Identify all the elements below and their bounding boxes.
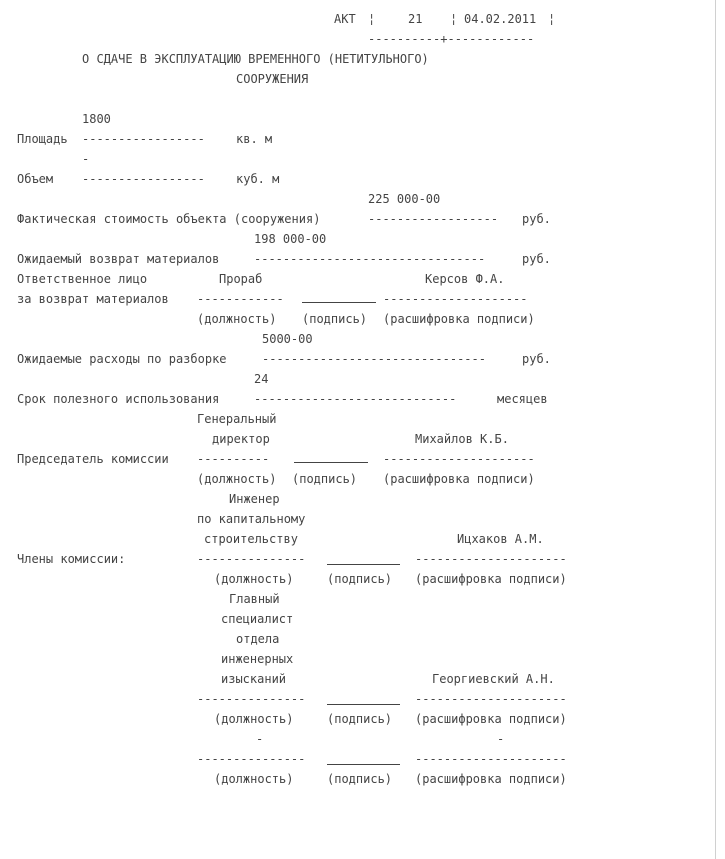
document-title-line2: СООРУЖЕНИЯ — [236, 72, 309, 86]
member-signature-caption: (подпись) — [327, 772, 393, 786]
volume-label: Объем — [17, 172, 54, 186]
responsible-signature-line — [302, 302, 376, 303]
responsible-name-caption: (расшифровка подписи) — [383, 312, 535, 326]
dismantling-unit: руб. — [522, 352, 551, 366]
chairman-position-line2: директор — [212, 432, 270, 446]
member-name: Ицхаков А.М. — [457, 532, 544, 546]
volume-dashes: ----------------- — [82, 172, 205, 186]
chairman-signature-caption: (подпись) — [292, 472, 358, 486]
member-position-dashes: --------------- — [197, 692, 306, 706]
member-position: Инженер — [229, 492, 280, 506]
cost-unit: руб. — [522, 212, 551, 226]
member-signature-line — [327, 564, 400, 565]
responsible-signature-caption: (подпись) — [302, 312, 368, 326]
act-date: 04.02.2011 — [464, 12, 537, 26]
responsible-position: Прораб — [219, 272, 263, 286]
header-separator: ¦ — [368, 12, 376, 26]
member-name: Георгиевский А.Н. — [432, 672, 555, 686]
member-signature-line — [327, 704, 400, 705]
chairman-position: Генеральный — [197, 412, 277, 426]
responsible-position-dashes: ------------ — [197, 292, 284, 306]
member-position: специалист — [221, 612, 294, 626]
member-name-dashes: --------------------- — [415, 752, 567, 766]
member-position: изысканий — [221, 672, 287, 686]
responsible-label: Ответственное лицо — [17, 272, 148, 286]
responsible-name: Керсов Ф.А. — [425, 272, 505, 286]
useful-life-dashes: ---------------------------- — [254, 392, 457, 406]
returns-dashes: -------------------------------- — [254, 252, 486, 266]
member-name-dashes: --------------------- — [415, 552, 567, 566]
member-position: Главный — [229, 592, 280, 606]
chairman-position-caption: (должность) — [197, 472, 277, 486]
member-name-caption: (расшифровка подписи) — [415, 712, 567, 726]
member-name: - — [497, 732, 505, 746]
responsible-position-caption: (должность) — [197, 312, 277, 326]
member-position: по капитальному — [197, 512, 306, 526]
member-position: - — [256, 732, 264, 746]
useful-life-label: Срок полезного использования — [17, 392, 220, 406]
area-value: 1800 — [82, 112, 111, 126]
act-label: АКТ — [334, 12, 356, 26]
dismantling-dashes: ------------------------------- — [262, 352, 486, 366]
member-signature-caption: (подпись) — [327, 712, 393, 726]
cost-value: 225 000-00 — [368, 192, 441, 206]
area-label: Площадь — [17, 132, 68, 146]
volume-value: - — [82, 152, 90, 166]
responsible-name-dashes: -------------------- — [383, 292, 528, 306]
chairman-name-caption: (расшифровка подписи) — [383, 472, 535, 486]
document-title: О СДАЧЕ В ЭКСПЛУАТАЦИЮ ВРЕМЕННОГО (НЕТИТУЛЬНОГО) — [82, 52, 429, 66]
dismantling-label: Ожидаемые расходы по разборке — [17, 352, 227, 366]
member-signature-line — [327, 764, 400, 765]
header-separator: ¦ — [450, 12, 458, 26]
area-unit: кв. м — [236, 132, 273, 146]
member-name-caption: (расшифровка подписи) — [415, 772, 567, 786]
useful-life-unit: месяцев — [497, 392, 548, 406]
act-number: 21 — [408, 12, 423, 26]
responsible-label-line2: за возврат материалов — [17, 292, 169, 306]
chairman-position-dashes: ---------- — [197, 452, 270, 466]
members-label: Члены комиссии: — [17, 552, 126, 566]
cost-dashes: ------------------ — [368, 212, 499, 226]
member-name-caption: (расшифровка подписи) — [415, 572, 567, 586]
header-underline: ----------+------------ — [368, 32, 535, 46]
volume-unit: куб. м — [236, 172, 280, 186]
member-position-dashes: --------------- — [197, 752, 306, 766]
member-position-caption: (должность) — [214, 712, 294, 726]
member-signature-caption: (подпись) — [327, 572, 393, 586]
member-position-caption: (должность) — [214, 772, 294, 786]
chairman-name-dashes: --------------------- — [383, 452, 535, 466]
returns-label: Ожидаемый возврат материалов — [17, 252, 220, 266]
area-dashes: ----------------- — [82, 132, 205, 146]
returns-unit: руб. — [522, 252, 551, 266]
chairman-signature-line — [294, 462, 368, 463]
useful-life-value: 24 — [254, 372, 269, 386]
member-position-dashes: --------------- — [197, 552, 306, 566]
member-position-caption: (должность) — [214, 572, 294, 586]
chairman-name: Михайлов К.Б. — [415, 432, 509, 446]
member-position: строительству — [204, 532, 298, 546]
member-position: инженерных — [221, 652, 294, 666]
cost-label: Фактическая стоимость объекта (сооружения) — [17, 212, 321, 226]
dismantling-value: 5000-00 — [262, 332, 313, 346]
member-name-dashes: --------------------- — [415, 692, 567, 706]
member-position: отдела — [236, 632, 280, 646]
returns-value: 198 000-00 — [254, 232, 327, 246]
chairman-label: Председатель комиссии — [17, 452, 169, 466]
page-border — [715, 0, 716, 859]
header-separator: ¦ — [548, 12, 556, 26]
